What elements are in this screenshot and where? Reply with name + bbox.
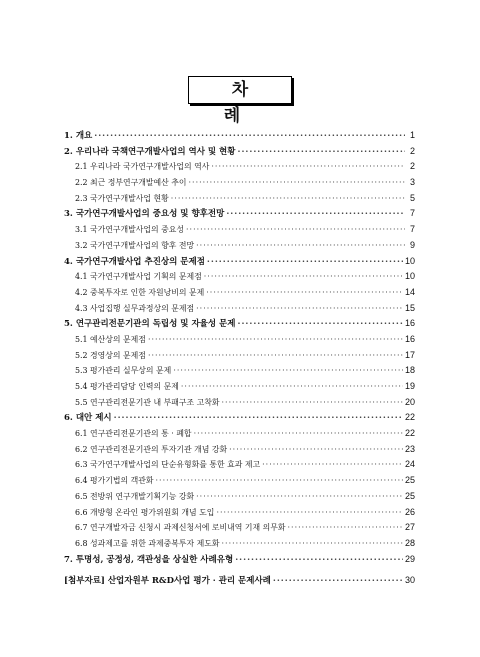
toc-entry-title: 5. 연구관리전문기관의 독립성 및 자율성 문제 [64,319,236,330]
toc-page-number: 9 [409,239,415,250]
toc-page-number: 20 [404,396,415,407]
dot-leader [206,285,403,301]
toc-page-number: 10 [404,255,415,266]
toc-page-number: 14 [404,286,415,297]
dot-leader [229,442,403,458]
toc-subsection-entry [64,395,415,411]
toc-page-number: 19 [404,381,415,391]
dot-leader [204,269,403,285]
dot-leader [196,489,403,505]
toc-entry-title: 5.1 예산상의 문제점 [75,334,146,344]
toc-entry-title: 2. 우리나라 국책연구개발사업의 역사 및 현황 [64,146,236,157]
toc-subsection-entry [64,301,415,317]
toc-entry-title: 2.2 최근 정부연구개발예산 추이 [75,178,187,188]
toc-page-number: 15 [404,302,415,313]
toc-page-number: 16 [404,333,415,344]
toc-page-number: 1 [409,130,415,140]
toc-section-entry [64,254,415,270]
toc-section-entry [64,128,415,144]
toc-subsection-entry [64,222,415,238]
toc-page-number: 22 [404,412,415,423]
toc-section-entry [64,410,415,426]
toc-entry-title: 3. 국가연구개발사업의 중요성 및 향후전망 [64,209,225,220]
toc-subsection-entry [64,536,415,552]
toc-subsection-entry [64,363,415,379]
toc-page-number: 3 [409,177,415,188]
toc-subsection-entry [64,175,415,191]
dot-leader [216,505,403,521]
dot-leader [186,222,405,238]
dot-leader [114,411,403,427]
toc-entry-title: 2.3 국가연구개발사업 현황 [75,193,169,203]
toc-subsection-entry [64,520,415,536]
toc-page-number: 24 [404,459,415,470]
toc-subsection-entry [64,191,415,207]
toc-page-number: 26 [404,506,415,517]
toc-entry-title: 6.3 국가연구개발사업의 단순유형화를 통한 효과 제고 [75,460,261,470]
toc-subsection-entry [64,457,415,473]
toc-subsection-entry [64,159,415,175]
toc-entry-title: 6.1 연구관리전문기관의 통 · 폐합 [75,429,192,439]
toc-page-number: 7 [409,224,415,235]
dot-leader [237,145,405,161]
toc-subsection-entry [64,348,415,364]
dot-leader [148,348,403,364]
dot-leader [211,159,405,175]
dot-leader [194,426,403,442]
dot-leader [181,379,403,395]
toc-subsection-entry [64,505,415,521]
toc-page-number: 7 [409,208,415,219]
toc-page-number: 28 [404,537,415,548]
title-wrap [0,76,480,125]
toc-entry-title: 6.8 성과제고를 위한 과제중복투자 제도화 [75,538,220,548]
toc-page-number: 18 [404,365,415,376]
toc-subsection-entry [64,285,415,301]
toc-page-number: 25 [404,475,415,486]
toc-entry-title: 6.5 전방위 연구개발기획기능 강화 [75,491,195,501]
toc-entry-title: 4.3 사업집행 실무과정상의 문제점 [75,303,195,313]
toc-page-number: 22 [404,428,415,439]
table-of-contents [64,128,415,589]
dot-leader [156,473,403,489]
toc-page-number: 27 [404,522,415,533]
toc-entry-title: 6.6 개방형 온라인 평가위원회 개념 도입 [75,507,215,517]
dot-leader [222,395,403,411]
dot-leader [226,207,405,223]
toc-entry-title: [첨부자료] 산업자원부 R&D사업 평가 · 관리 문제사례 [64,576,271,587]
toc-entry-title: 5.5 연구관리전문기관 내 부패구조 고착화 [75,397,220,407]
toc-subsection-entry [64,426,415,442]
dot-leader [94,129,405,145]
toc-page-number: 2 [409,145,415,156]
toc-page-number: 16 [404,318,415,329]
toc-subsection-entry [64,442,415,458]
toc-subsection-entry [64,238,415,254]
dot-leader [207,255,403,271]
dot-leader [171,191,405,207]
toc-subsection-entry [64,269,415,285]
dot-leader [196,238,405,254]
toc-subsection-entry [64,379,415,395]
toc-entry-title: 4.2 중복투자로 인한 자원낭비의 문제 [75,287,205,297]
dot-leader [288,520,403,536]
toc-entry-title: 3.2 국가연구개발사업의 향후 전망 [75,240,195,250]
page-title: 차 례 [188,76,292,104]
toc-entry-title: 3.1 국가연구개발사업의 중요성 [75,225,185,235]
dot-leader [262,457,403,473]
dot-leader [148,332,403,348]
toc-page-number: 10 [404,271,415,282]
toc-entry-title: 5.3 평가관리 실무상의 문제 [75,366,172,376]
dot-leader [222,536,403,552]
toc-section-entry [64,206,415,222]
toc-entry-title: 6.4 평가기법의 객관화 [75,476,154,486]
toc-entry-title: 5.4 평가관리담당 인력의 문제 [75,382,179,391]
toc-entry-title: 4.1 국가연구개발사업 기획의 문제점 [75,272,202,282]
toc-entry-title: 6.2 연구관리전문기관의 투자기관 개념 강화 [75,444,228,454]
toc-page-number: 30 [404,575,415,586]
dot-leader [235,553,403,569]
toc-subsection-entry [64,332,415,348]
toc-page-number: 25 [404,490,415,501]
toc-subsection-entry [64,489,415,505]
toc-entry-title: 5.2 경영상의 문제점 [75,350,146,360]
toc-page-number: 29 [404,553,415,564]
toc-page-number: 5 [409,192,415,203]
toc-page-number: 23 [404,443,415,454]
dot-leader [196,301,403,317]
toc-section-entry [64,573,415,589]
dot-leader [273,574,403,590]
toc-entry-title: 7. 투명성, 공정성, 객관성을 상실한 사례유형 [64,554,234,565]
toc-section-entry [64,316,415,332]
toc-entry-title: 2.1 우리나라 국가연구개발사업의 역사 [75,162,210,172]
toc-entry-title: 1. 개요 [64,131,93,141]
toc-page-number: 2 [409,161,415,172]
toc-section-entry [64,144,415,160]
toc-entry-title: 6. 대안 제시 [64,413,112,424]
dot-leader [173,363,403,379]
toc-section-entry [64,552,415,568]
dot-leader [237,317,403,333]
toc-page-number: 17 [404,349,415,360]
toc-entry-title: 6.7 연구개발자금 신청시 과제신청서에 로비내역 기재 의무화 [75,523,286,533]
toc-entry-title: 4. 국가연구개발사업 추진상의 문제점 [64,256,205,267]
toc-subsection-entry [64,473,415,489]
dot-leader [189,175,405,191]
